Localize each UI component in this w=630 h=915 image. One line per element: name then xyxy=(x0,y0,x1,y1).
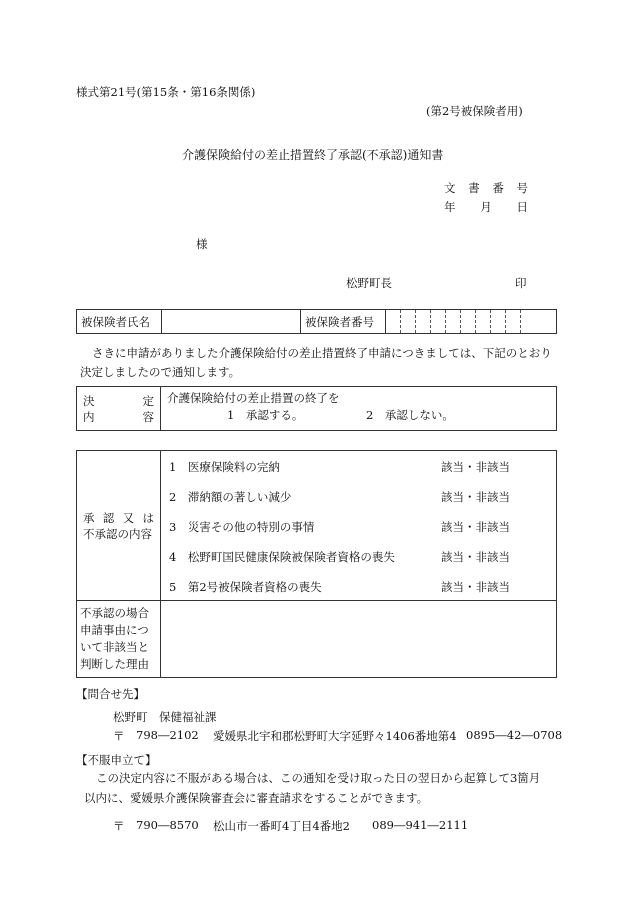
objection-heading: 【不服申立て】 xyxy=(76,753,157,767)
decision-option-approve[interactable]: 1 承認する。 xyxy=(227,408,304,422)
seal-mark: 印 xyxy=(515,276,527,290)
date-label: 年 月 日 xyxy=(444,200,528,214)
form-number: 様式第21号(第15条・第16条関係) xyxy=(76,85,256,99)
decision-text: 介護保険給付の差止措置の終了を xyxy=(167,391,340,405)
insured-number-digit[interactable] xyxy=(491,310,506,334)
issuer-name: 松野町長 xyxy=(346,276,392,290)
contact-postal-mark: 〒 xyxy=(113,729,125,743)
insured-number-label: 被保険者番号 xyxy=(301,310,386,334)
applicability-option[interactable]: 該当・非該当 xyxy=(441,460,510,474)
insured-number-digit[interactable] xyxy=(476,310,491,334)
approval-items xyxy=(161,451,557,601)
objection-address: 松山市一番町4丁目4番地2 xyxy=(213,819,350,833)
objection-text-line2: 以内に、愛媛県介護保険審査会に審査請求をすることができます。 xyxy=(84,791,429,805)
applicability-option[interactable]: 該当・非該当 xyxy=(441,520,510,534)
objection-postal: 790―8570 xyxy=(136,818,199,832)
contact-address: 愛媛県北宇和郡松野町大字延野々1406番地第4 xyxy=(213,729,457,743)
insured-number-digit[interactable] xyxy=(386,310,401,334)
insured-number-digit[interactable] xyxy=(506,310,521,334)
applicability-option[interactable]: 該当・非該当 xyxy=(441,580,510,594)
insured-number-digit[interactable] xyxy=(431,310,446,334)
list-item: 4 松野町国民健康保険被保険者資格の喪失 該当・非該当 xyxy=(169,550,510,564)
list-item: 5 第2号被保険者資格の喪失 該当・非該当 xyxy=(169,580,510,594)
applicability-option[interactable]: 該当・非該当 xyxy=(441,550,510,564)
contact-org: 松野町 保健福祉課 xyxy=(113,710,217,724)
insured-info-table xyxy=(76,309,557,334)
rejection-reason-field[interactable] xyxy=(161,601,557,678)
objection-phone: 089―941―2111 xyxy=(372,818,469,832)
insured-name-field[interactable] xyxy=(162,310,301,334)
insured-number-digit[interactable] xyxy=(521,310,557,334)
list-item: 3 災害その他の特別の事情 該当・非該当 xyxy=(169,520,510,534)
decision-option-reject[interactable]: 2 承認しない。 xyxy=(366,408,454,422)
approval-label: 承 認 又 は 不承認の内容 xyxy=(77,451,161,601)
contact-postal: 798―2102 xyxy=(136,728,199,742)
objection-text-line1: この決定内容に不服がある場合は、この通知を受け取った日の翌日から起算して3箇月 xyxy=(96,771,541,785)
decision-content xyxy=(161,387,557,431)
list-item: 1 医療保険料の完納 該当・非該当 xyxy=(169,460,510,474)
decision-label: 決 定 内 容 xyxy=(77,387,161,431)
addressee-suffix: 様 xyxy=(196,237,208,251)
list-item: 2 滞納額の著しい減少 該当・非該当 xyxy=(169,490,510,504)
insured-number-digit[interactable] xyxy=(401,310,416,334)
decision-table xyxy=(76,386,557,431)
document-number-label: 文 書 番 号 xyxy=(444,181,528,195)
document-title: 介護保険給付の差止措置終了承認(不承認)通知書 xyxy=(182,148,444,162)
applicability-option[interactable]: 該当・非該当 xyxy=(441,490,510,504)
insured-number-digit[interactable] xyxy=(446,310,461,334)
intro-text: さきに申請がありました介護保険給付の差止措置終了申請につきましては、下記のとおり決定しましたので通知します。 xyxy=(80,346,552,379)
contact-phone: 0895―42―0708 xyxy=(466,728,563,742)
contact-heading: 【問合せ先】 xyxy=(76,687,145,701)
objection-postal-mark: 〒 xyxy=(113,819,125,833)
insured-number-digit[interactable] xyxy=(416,310,431,334)
insured-number-digit[interactable] xyxy=(461,310,476,334)
insured-name-label: 被保険者氏名 xyxy=(77,310,162,334)
rejection-reason-label: 不承認の場合 申請事由につ いて非該当と 判断した理由 xyxy=(77,601,161,678)
insured-category: (第2号被保険者用) xyxy=(426,104,523,118)
approval-table xyxy=(76,450,557,678)
